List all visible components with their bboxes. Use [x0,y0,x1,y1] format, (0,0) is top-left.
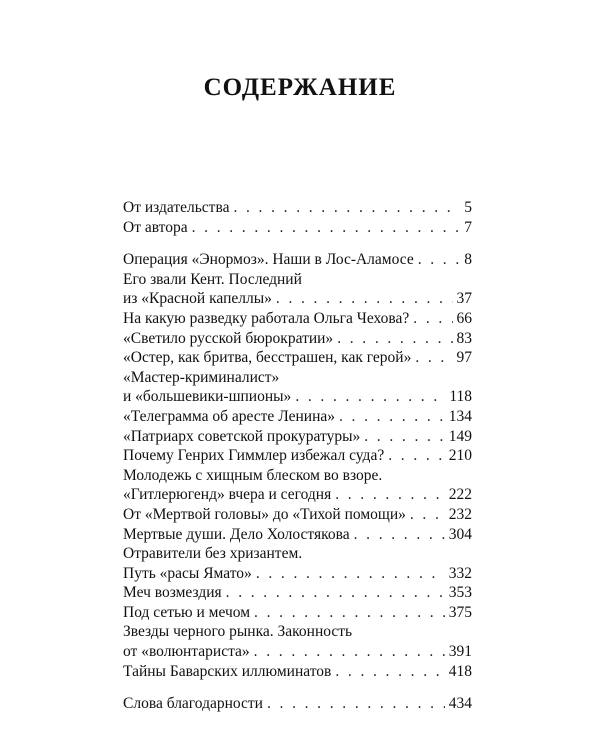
toc-entry-title-line: Молодежь с хищным блеском во взоре. [123,466,383,484]
dot-leader [337,329,452,349]
toc-entry-row [123,387,472,407]
toc-page-number: 391 [448,643,472,661]
toc-page-number: 37 [456,290,472,308]
toc-entry-title: «Остер, как бритва, бесстрашен, как герой» [123,349,412,367]
toc-entry [123,583,472,603]
dot-leader [335,662,444,682]
toc-page-number: 375 [448,603,472,621]
toc-page-number: 5 [464,199,472,216]
toc-entry-title: На какую разведку работала Ольга Чехова? [123,309,410,327]
dot-leader [226,583,445,603]
toc-entry-title: и «большевики-шпионы» [123,388,292,406]
toc-page-number: 118 [449,388,472,406]
toc-entry-row [123,329,472,349]
toc-entry [123,198,472,218]
toc-entry-title-line: Звезды черного рынка. Законность [123,623,353,641]
toc-page-number: 418 [448,662,472,680]
toc-page-number: 66 [456,309,472,327]
page-title: СОДЕРЖАНИЕ [203,74,397,101]
toc-entry-row [123,525,472,545]
toc-entry-title: Почему Генрих Гиммлер избежал суда? [123,447,385,465]
toc-entry-title: От автора [123,218,188,236]
toc-entry-title: Слова благодарности [123,695,263,713]
toc-page-number: 83 [456,329,472,347]
dot-leader [410,505,445,525]
toc-entry-title-line: Его звали Кент. Последний [123,270,302,288]
toc-entry-title-line: Отравители без хризантем. [123,545,303,563]
toc-entry-title: Меч возмездия [123,584,222,602]
toc-entry-row [123,348,472,368]
toc-entry-title: От «Мертвой головы» до «Тихой помощи» [123,505,406,523]
toc-entry-row [123,564,472,584]
toc-entry [123,348,472,368]
toc-entry-row [123,583,472,603]
toc-entry [123,427,472,447]
toc-page-number: 134 [448,407,472,425]
toc-entry [123,603,472,623]
dot-leader [364,427,445,447]
toc-entry-row [123,662,472,682]
toc-entry-row [123,218,472,238]
toc-entry [123,446,472,466]
toc-page-number: 232 [448,505,472,523]
toc-page-number: 434 [448,695,472,713]
toc-entry [123,694,472,714]
toc-entry [123,466,472,505]
dot-leader [276,289,453,309]
toc-entry-title: из «Красной капеллы» [123,290,272,308]
toc-entry-title: Тайны Баварских иллюминатов [123,662,332,680]
toc-entry-title: от «волюнтариста» [123,643,250,661]
dot-leader [418,250,461,270]
toc-page-number: 210 [448,447,472,465]
toc-page-number: 353 [448,584,472,602]
toc-entry [123,368,472,407]
toc-entry-row [123,642,472,662]
toc-entry [123,270,472,309]
toc-page-number: 332 [448,564,472,582]
toc-entry [123,250,472,270]
dot-leader [254,642,445,662]
toc-entry-title: Под сетью и мечом [123,603,251,621]
toc-entry [123,525,472,545]
toc-entry-title: От издательства [123,199,230,216]
toc-page-number: 8 [464,251,472,269]
toc-entry-row [123,407,472,427]
toc-entry-row [123,694,472,714]
toc-page-number: 304 [448,525,472,543]
toc-entry-row [123,427,472,447]
toc-entry-row [123,485,472,505]
toc-page-number: 222 [448,486,472,504]
toc-entry-row [123,603,472,623]
toc-entry [123,329,472,349]
dot-leader [233,198,460,218]
dot-leader [354,525,445,545]
toc-entry [123,622,472,661]
toc-entry-row [123,198,472,218]
toc-page-number: 7 [464,218,472,236]
toc-entry-title: «Гитлерюгенд» вчера и сегодня [123,486,332,504]
dot-leader [295,387,445,407]
toc-entry-row [123,250,472,270]
toc-entry-title: Операция «Энормоз». Наши в Лос-Аламосе [123,251,414,269]
dot-leader [192,218,461,238]
toc-entry [123,309,472,329]
toc-entry-row [123,309,472,329]
dot-leader [267,694,445,714]
toc-page-number: 149 [448,427,472,445]
toc-entry-row [123,446,472,466]
toc-entry [123,662,472,682]
toc-entry [123,218,472,238]
toc-entry-title: Мертвые души. Дело Холостякова [123,525,350,543]
toc-entry-title: Путь «расы Ямато» [123,564,252,582]
dot-leader [335,485,445,505]
toc-entry-title: «Патриарх советской прокуратуры» [123,427,361,445]
table-of-contents [123,198,472,714]
toc-entry-title: «Светило русской бюрократии» [123,329,334,347]
toc-page-number: 97 [456,349,472,367]
toc-entry [123,544,472,583]
dot-leader [388,446,445,466]
toc-entry-row [123,505,472,525]
dot-leader [415,348,452,368]
toc-entry-row [123,289,472,309]
toc-entry [123,407,472,427]
toc-entry-title-line: «Мастер-криминалист» [123,368,280,386]
toc-entry-title: «Телеграмма об аресте Ленина» [123,407,335,425]
toc-entry [123,505,472,525]
dot-leader [339,407,445,427]
dot-leader [256,564,445,584]
dot-leader [413,309,452,329]
dot-leader [254,603,445,623]
